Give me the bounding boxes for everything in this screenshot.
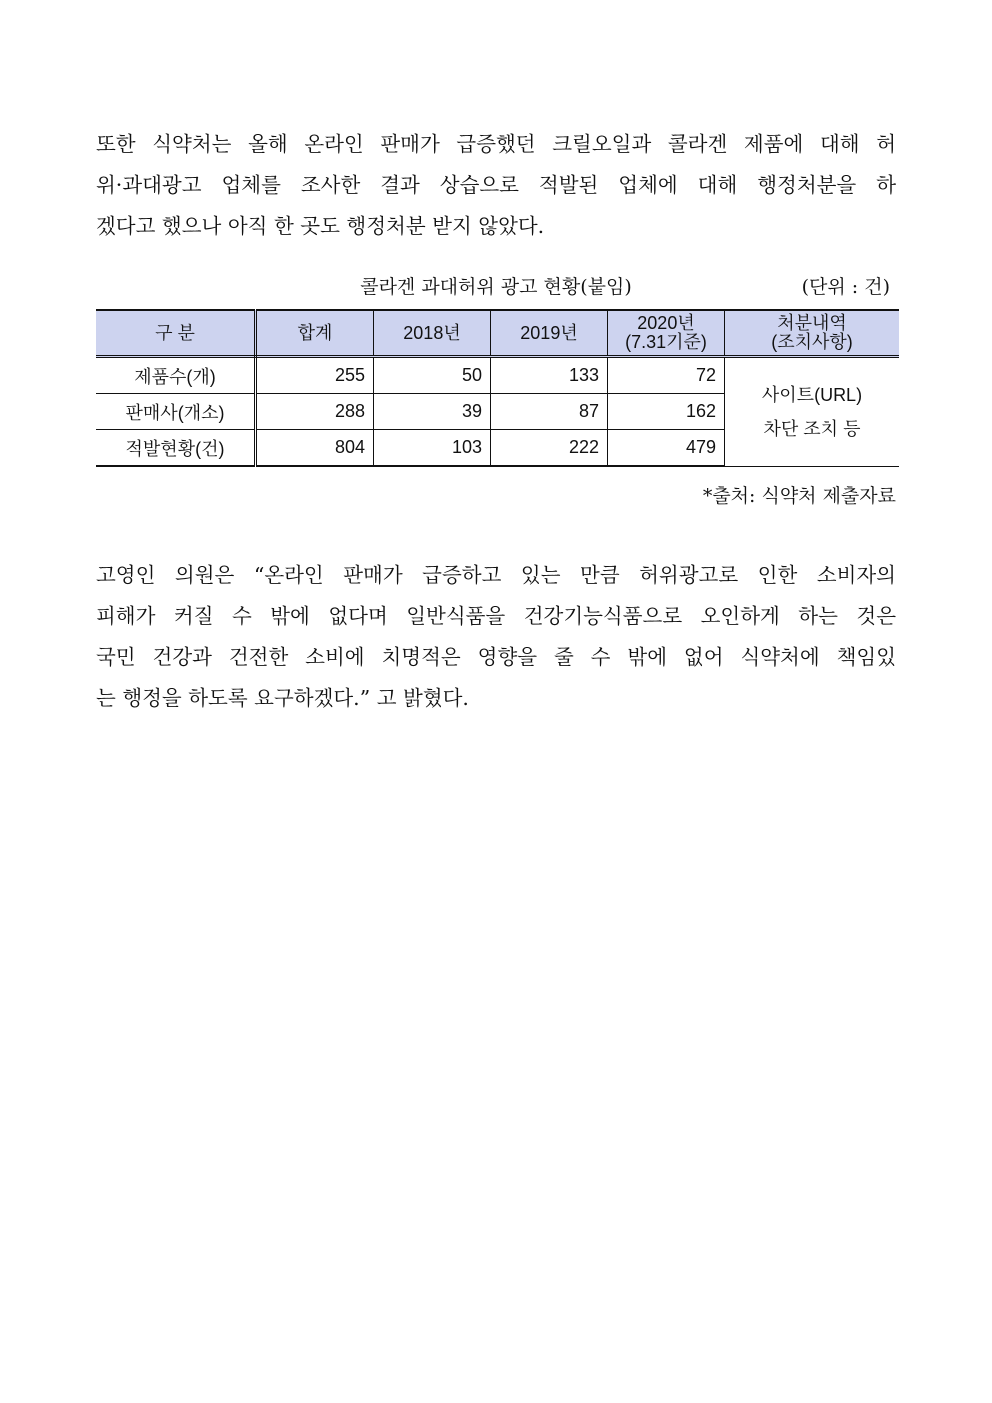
header-action: [725, 310, 900, 357]
row-label: 판매사(개소): [96, 394, 256, 430]
header-2019: 2019년: [491, 310, 608, 357]
header-2018: 2018년: [374, 310, 491, 357]
row-label: 제품수(개): [96, 357, 256, 394]
paragraph-line: 또한 식약처는 올해 온라인 판매가 급증했던 크릴오일과 콜라겐 제품에 대해 허: [96, 132, 896, 156]
paragraph-line: 위·과대광고 업체를 조사한 결과 상습으로 적발된 업체에 대해 행정처분을 하: [96, 173, 896, 197]
table-title: 콜라겐 과대허위 광고 현황(붙임): [360, 276, 632, 298]
row-label: 적발현황(건): [96, 430, 256, 467]
header-category: 구 분: [96, 310, 256, 357]
cell-2020: 72: [608, 357, 725, 394]
header-action-sub: (조치사항): [771, 332, 853, 352]
cell-2018: 50: [374, 357, 491, 394]
cell-total: 255: [256, 357, 374, 394]
ad-status-table: [96, 309, 899, 467]
table-header-row: [96, 310, 899, 357]
cell-2019: 87: [491, 394, 608, 430]
paragraph-line: 고영인 의원은 “온라인 판매가 급증하고 있는 만큼 허위광고로 인한 소비자의: [96, 563, 896, 587]
paragraph-line: 국민 건강과 건전한 소비에 치명적은 영향을 줄 수 밖에 없어 식약처에 책임있: [96, 645, 896, 669]
cell-2020: 162: [608, 394, 725, 430]
cell-2020: 479: [608, 430, 725, 467]
header-2020-basis: (7.31기준): [625, 332, 707, 352]
paragraph-line: 겠다고 했으나 아직 한 곳도 행정처분 받지 않았다.: [96, 214, 545, 238]
action-line-1: 사이트(URL): [761, 384, 863, 405]
header-2020-year: 2020년: [637, 313, 695, 333]
table-row: [96, 357, 899, 394]
body-paragraph-1: [96, 124, 896, 247]
action-line-2: 차단 조치 등: [763, 418, 861, 439]
table-caption: [96, 272, 896, 302]
table-unit: (단위 : 건): [801, 276, 890, 298]
cell-2018: 39: [374, 394, 491, 430]
paragraph-line: 는 행정을 하도록 요구하겠다.” 고 밝혔다.: [96, 686, 469, 710]
header-2020: [608, 310, 725, 357]
action-cell: [725, 357, 900, 467]
header-action-title: 처분내역: [777, 313, 847, 333]
cell-total: 288: [256, 394, 374, 430]
body-paragraph-2: [96, 555, 896, 719]
cell-2019: 133: [491, 357, 608, 394]
cell-2018: 103: [374, 430, 491, 467]
cell-total: 804: [256, 430, 374, 467]
header-total: 합계: [256, 310, 374, 357]
paragraph-line: 피해가 커질 수 밖에 없다며 일반식품을 건강기능식품으로 오인하게 하는 것은: [96, 604, 896, 628]
source-note: *출처: 식약처 제출자료: [702, 485, 896, 507]
cell-2019: 222: [491, 430, 608, 467]
